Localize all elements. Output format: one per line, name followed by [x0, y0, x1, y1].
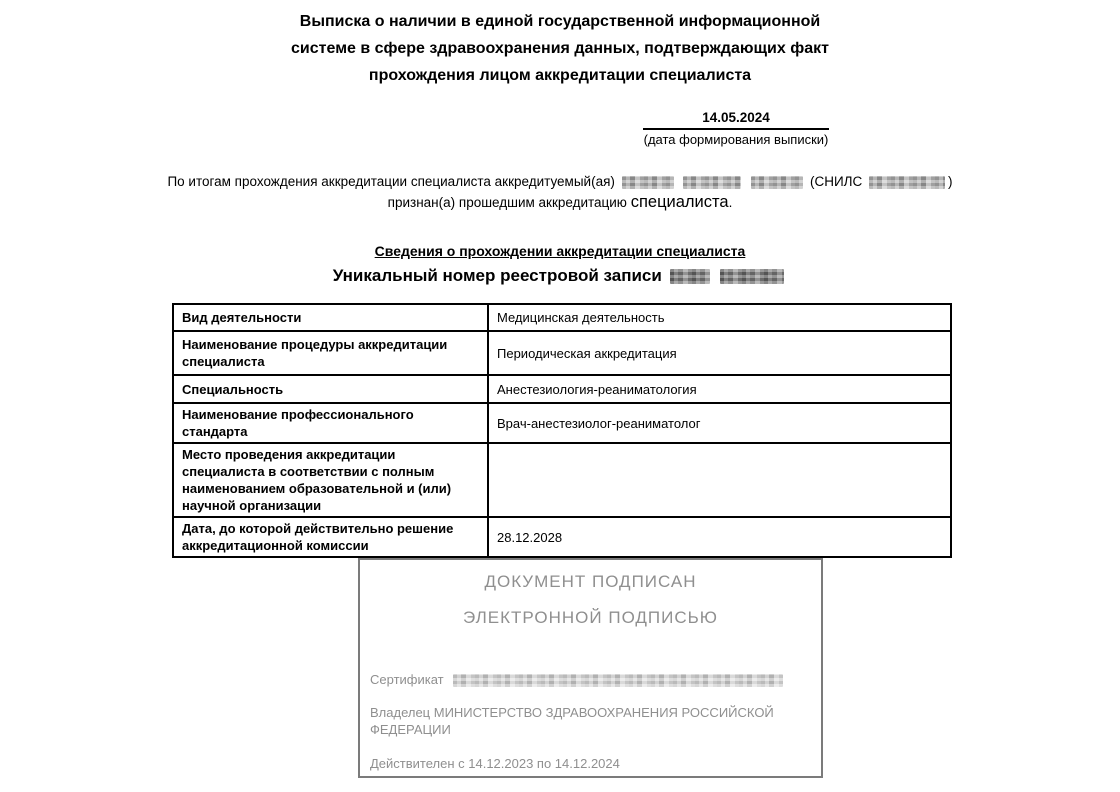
redacted-registry-number-blur-2	[720, 269, 784, 284]
signature-title-line-2: ЭЛЕКТРОННОЙ ПОДПИСЬЮ	[463, 608, 718, 627]
registry-number-label: Уникальный номер реестровой записи	[332, 266, 662, 285]
intro-line-2	[0, 192, 1120, 213]
intro-line-1	[0, 172, 1120, 192]
row-value: Анестезиология-реаниматология	[488, 375, 951, 403]
row-label: Специальность	[173, 375, 488, 403]
intro-emphasis-specialist: специалиста	[630, 193, 729, 211]
row-value: 28.12.2028	[488, 517, 951, 557]
intro-text-2: признан(а) прошедшим аккредитацию	[387, 195, 627, 210]
row-value: Периодическая аккредитация	[488, 331, 951, 375]
snils-close-text: )	[948, 174, 953, 189]
certificate-validity: Действителен с 14.12.2023 по 14.12.2024	[370, 756, 620, 771]
extract-date-block	[643, 110, 829, 147]
table-row	[173, 375, 951, 403]
certificate-line	[370, 672, 786, 687]
section-heading: Сведения о прохождении аккредитации специалиста	[374, 243, 746, 259]
title-line-2: системе в сфере здравоохранения данных, подтверждающих факт	[291, 40, 829, 57]
redacted-firstname-blur	[683, 176, 741, 189]
title-line-1: Выписка о наличии в единой государственной информационной	[299, 13, 821, 30]
extract-date: 14.05.2024	[643, 110, 829, 130]
title-line-3: прохождения лицом аккредитации специалиста	[368, 67, 752, 84]
extract-date-caption: (дата формирования выписки)	[643, 132, 829, 147]
redacted-snils-blur	[869, 176, 945, 189]
row-label: Наименование профессионального стандарта	[173, 403, 488, 443]
table-row	[173, 403, 951, 443]
document-title	[0, 8, 1120, 89]
certificate-label: Сертификат	[370, 672, 444, 687]
row-value	[488, 443, 951, 517]
row-label: Вид деятельности	[173, 304, 488, 331]
row-value: Врач-анестезиолог-реаниматолог	[488, 403, 951, 443]
row-label: Наименование процедуры аккредитации специалиста	[173, 331, 488, 375]
row-label: Место проведения аккредитации специалиста в соответствии с полным наименованием образовательной и (или) научной организации	[173, 443, 488, 517]
row-value: Медицинская деятельность	[488, 304, 951, 331]
intro-text: По итогам прохождения аккредитации специалиста аккредитуемый(ая)	[167, 174, 615, 189]
intro-period: .	[728, 195, 733, 210]
intro-paragraph	[0, 172, 1120, 213]
table-row	[173, 517, 951, 557]
table-row	[173, 443, 951, 517]
table-row	[173, 331, 951, 375]
row-label: Дата, до которой действительно решение аккредитационной комиссии	[173, 517, 488, 557]
signature-title-line-1: ДОКУМЕНТ ПОДПИСАН	[484, 572, 697, 591]
accreditation-table	[172, 303, 952, 558]
redacted-certificate-number-blur	[453, 674, 783, 687]
redacted-registry-number-blur-1	[670, 269, 710, 284]
redacted-surname-blur	[622, 176, 674, 189]
snils-open-text: (СНИЛС	[809, 174, 863, 189]
table-row	[173, 304, 951, 331]
redacted-patronymic-blur	[751, 176, 803, 189]
registry-number-line	[0, 266, 1120, 286]
certificate-owner: Владелец МИНИСТЕРСТВО ЗДРАВООХРАНЕНИЯ РОССИЙСКОЙ ФЕДЕРАЦИИ	[370, 705, 774, 737]
electronic-signature-stamp	[358, 558, 823, 778]
